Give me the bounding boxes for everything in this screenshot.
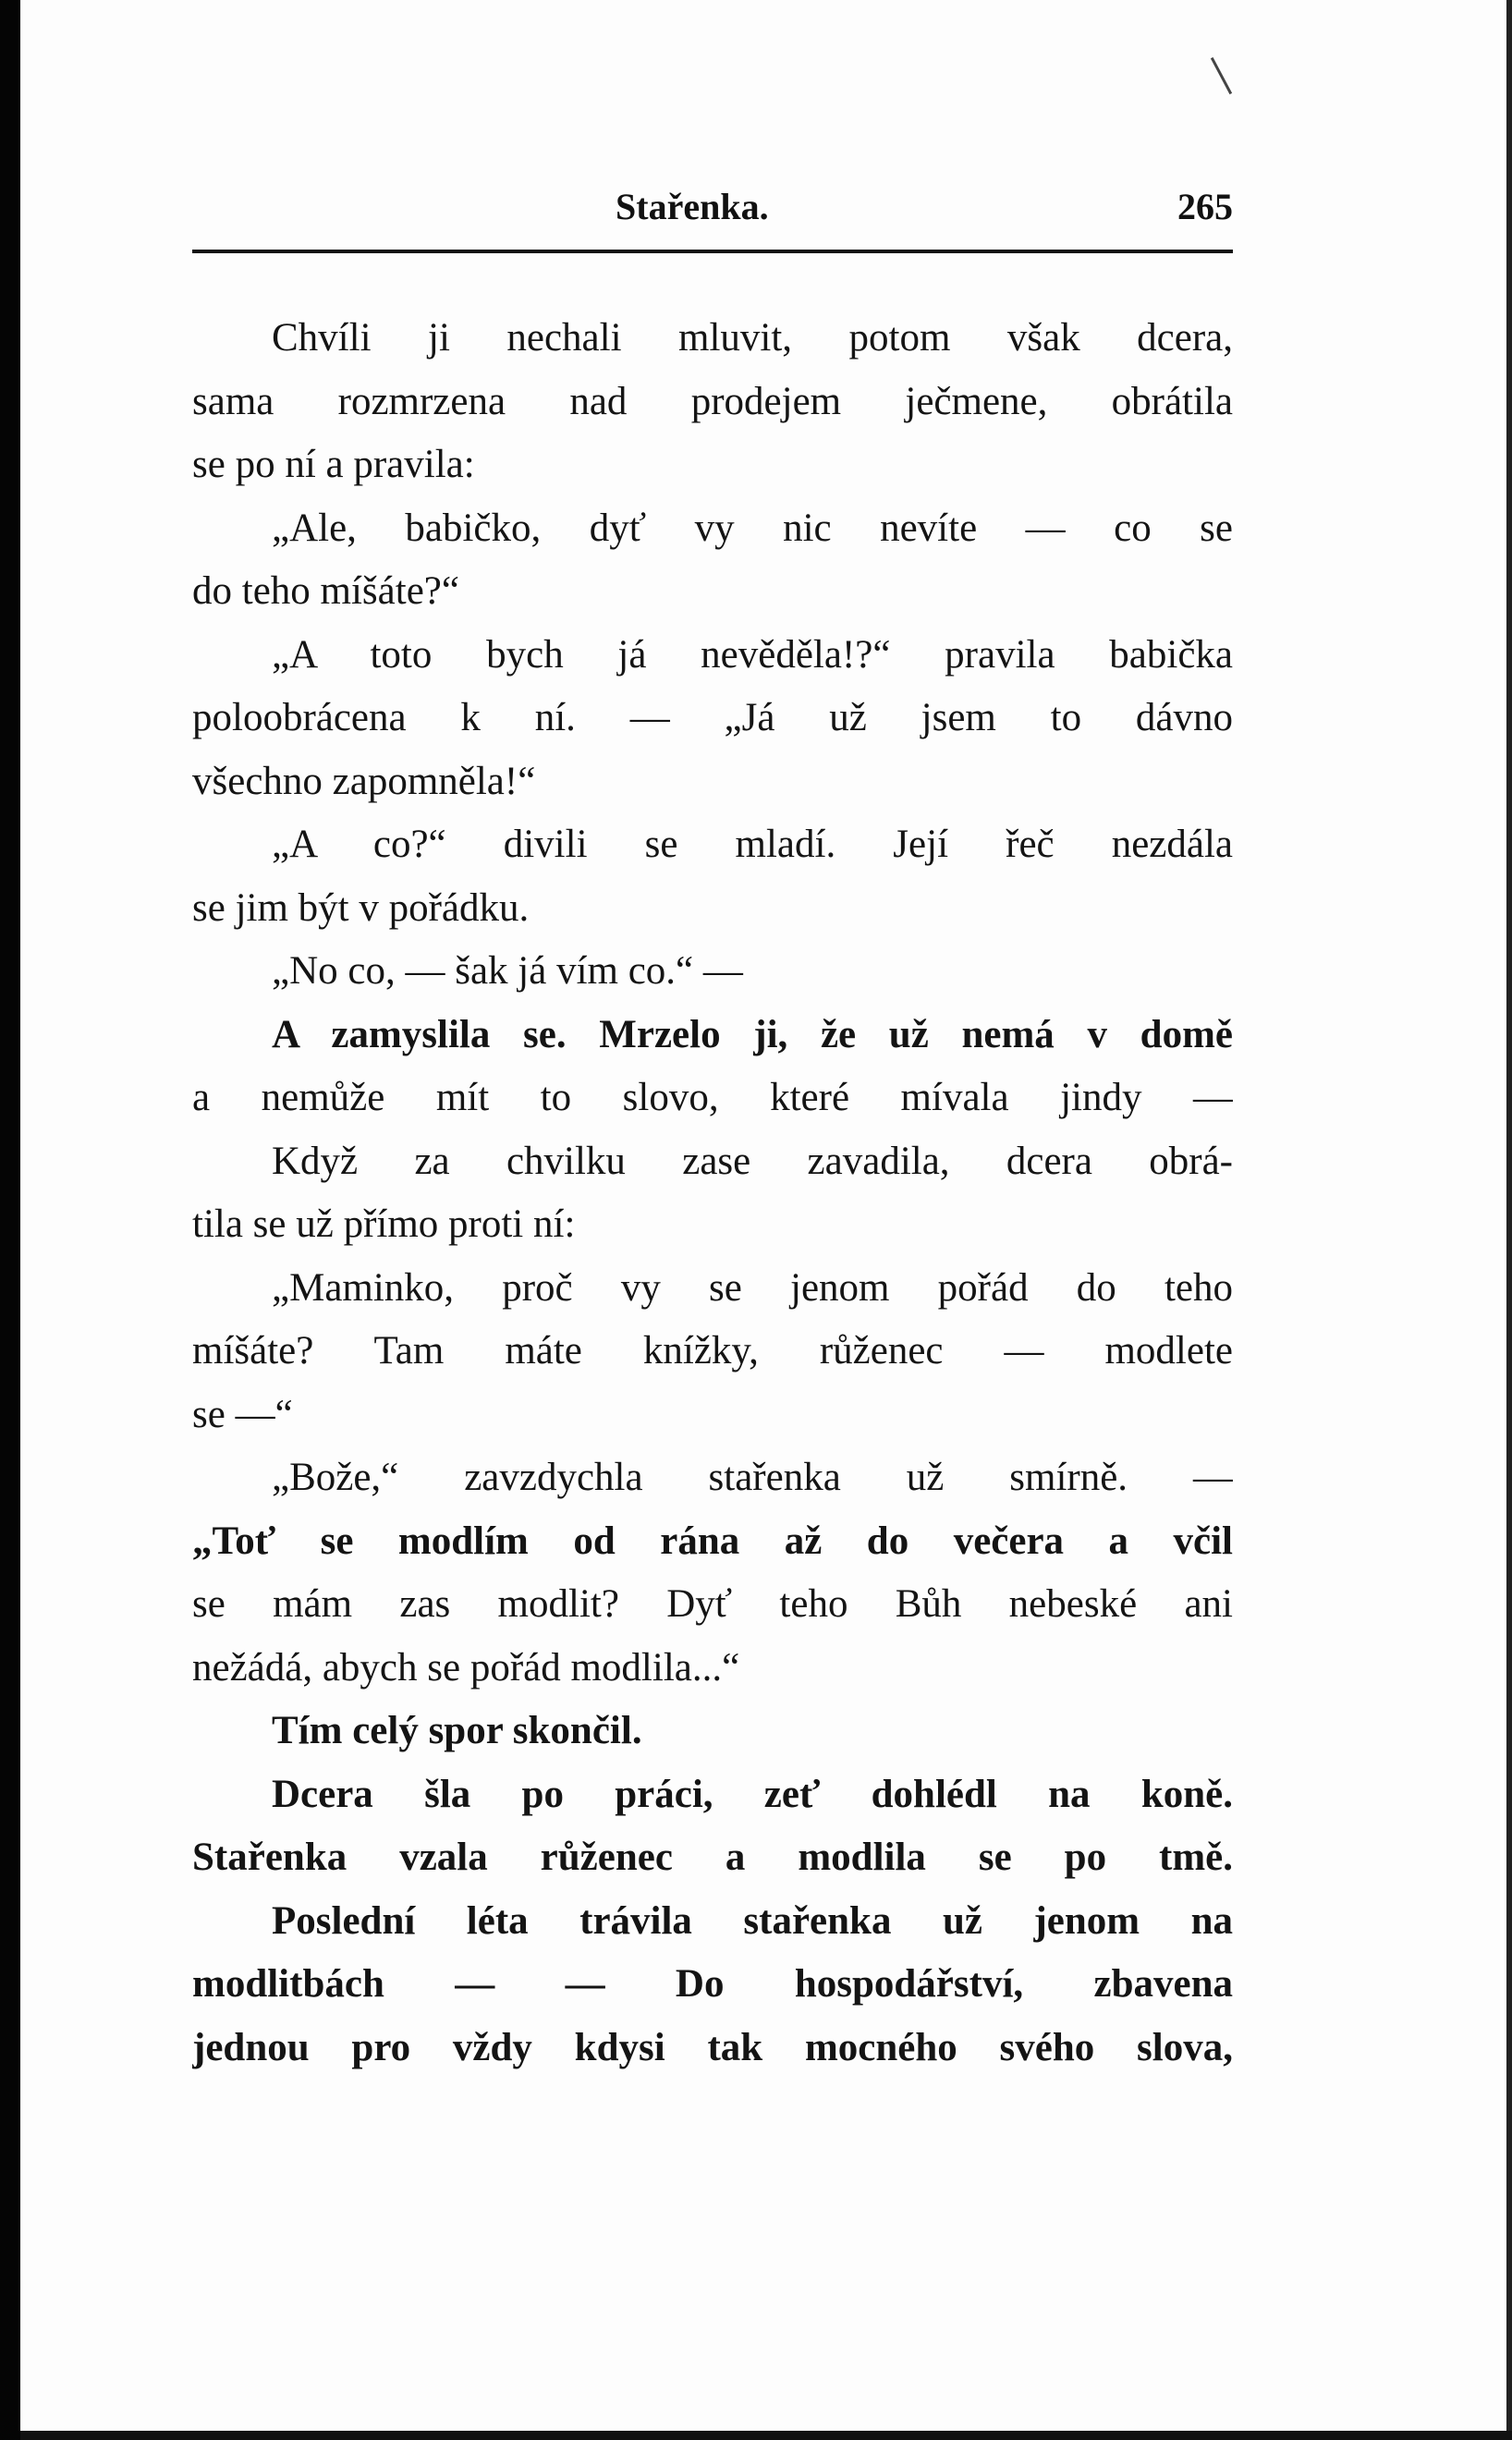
text-line: A zamyslila se. Mrzelo ji, že už nemá v domě bbox=[272, 1012, 1233, 1056]
running-head bbox=[192, 185, 1233, 237]
text-line: „No co, — šak já vím co.“ — bbox=[272, 949, 743, 993]
text-line: poloobrácena k ní. — „Já už jsem to dávno bbox=[192, 696, 1233, 739]
text-line: sama rozmrzena nad prodejem ječmene, obrátila bbox=[192, 379, 1233, 423]
text-line: modlitbách — — Do hospodářství, zbavena bbox=[192, 1962, 1233, 2006]
text-line: „A co?“ divili se mladí. Její řeč nezdála bbox=[272, 823, 1233, 866]
text-line: jednou pro vždy kdysi tak mocného svého slova, bbox=[192, 2025, 1233, 2069]
text-line: se jim být v pořádku. bbox=[192, 885, 530, 930]
text-line: Dcera šla po práci, zeť dohlédl na koně. bbox=[272, 1772, 1233, 1816]
text-line: Když za chvilku zase zavadila, dcera obrá- bbox=[272, 1139, 1233, 1183]
text-line: se mám zas modlit? Dyť teho Bůh nebeské ani bbox=[192, 1582, 1233, 1626]
text-line: Stařenka vzala růženec a modlila se po tmě. bbox=[192, 1836, 1233, 1879]
scan-border-right bbox=[1506, 0, 1512, 2440]
text-line: míšáte? Tam máte knížky, růženec — modlete bbox=[192, 1329, 1233, 1372]
text-line: „Bože,“ zavzdychla stařenka už smírně. — bbox=[272, 1456, 1233, 1499]
text-line: Tím celý spor skončil. bbox=[272, 1709, 642, 1752]
scan-border-bottom bbox=[20, 2431, 1512, 2440]
text-line: „Maminko, proč vy se jenom pořád do teho bbox=[272, 1265, 1233, 1310]
text-line: Chvíli ji nechali mluvit, potom však dcera, bbox=[272, 316, 1233, 360]
header-rule bbox=[192, 250, 1233, 253]
text-line: „Ale, babičko, dyť vy nic nevíte — co se bbox=[272, 506, 1233, 550]
text-line: se po ní a pravila: bbox=[192, 443, 475, 486]
text-line: a nemůže mít to slovo, které mívala jindy — bbox=[192, 1076, 1233, 1119]
text-line: do teho míšáte?“ bbox=[192, 569, 459, 613]
text-line: tila se už přímo proti ní: bbox=[192, 1202, 576, 1246]
text-line: „Toť se modlím od rána až do večera a včil bbox=[192, 1519, 1233, 1563]
body-text bbox=[192, 307, 1233, 2080]
page-number: 265 bbox=[1177, 186, 1233, 227]
running-title: Stařenka. bbox=[616, 186, 769, 227]
text-line: se —“ bbox=[192, 1392, 293, 1436]
scan-border-left bbox=[0, 0, 20, 2440]
text-line: „A toto bych já nevěděla!?“ pravila babička bbox=[272, 632, 1233, 677]
text-line: všechno zapomněla!“ bbox=[192, 759, 536, 803]
text-line: Poslední léta trávila stařenka už jenom na bbox=[272, 1898, 1233, 1943]
text-line: nežádá, abych se pořád modlila...“ bbox=[192, 1645, 740, 1690]
